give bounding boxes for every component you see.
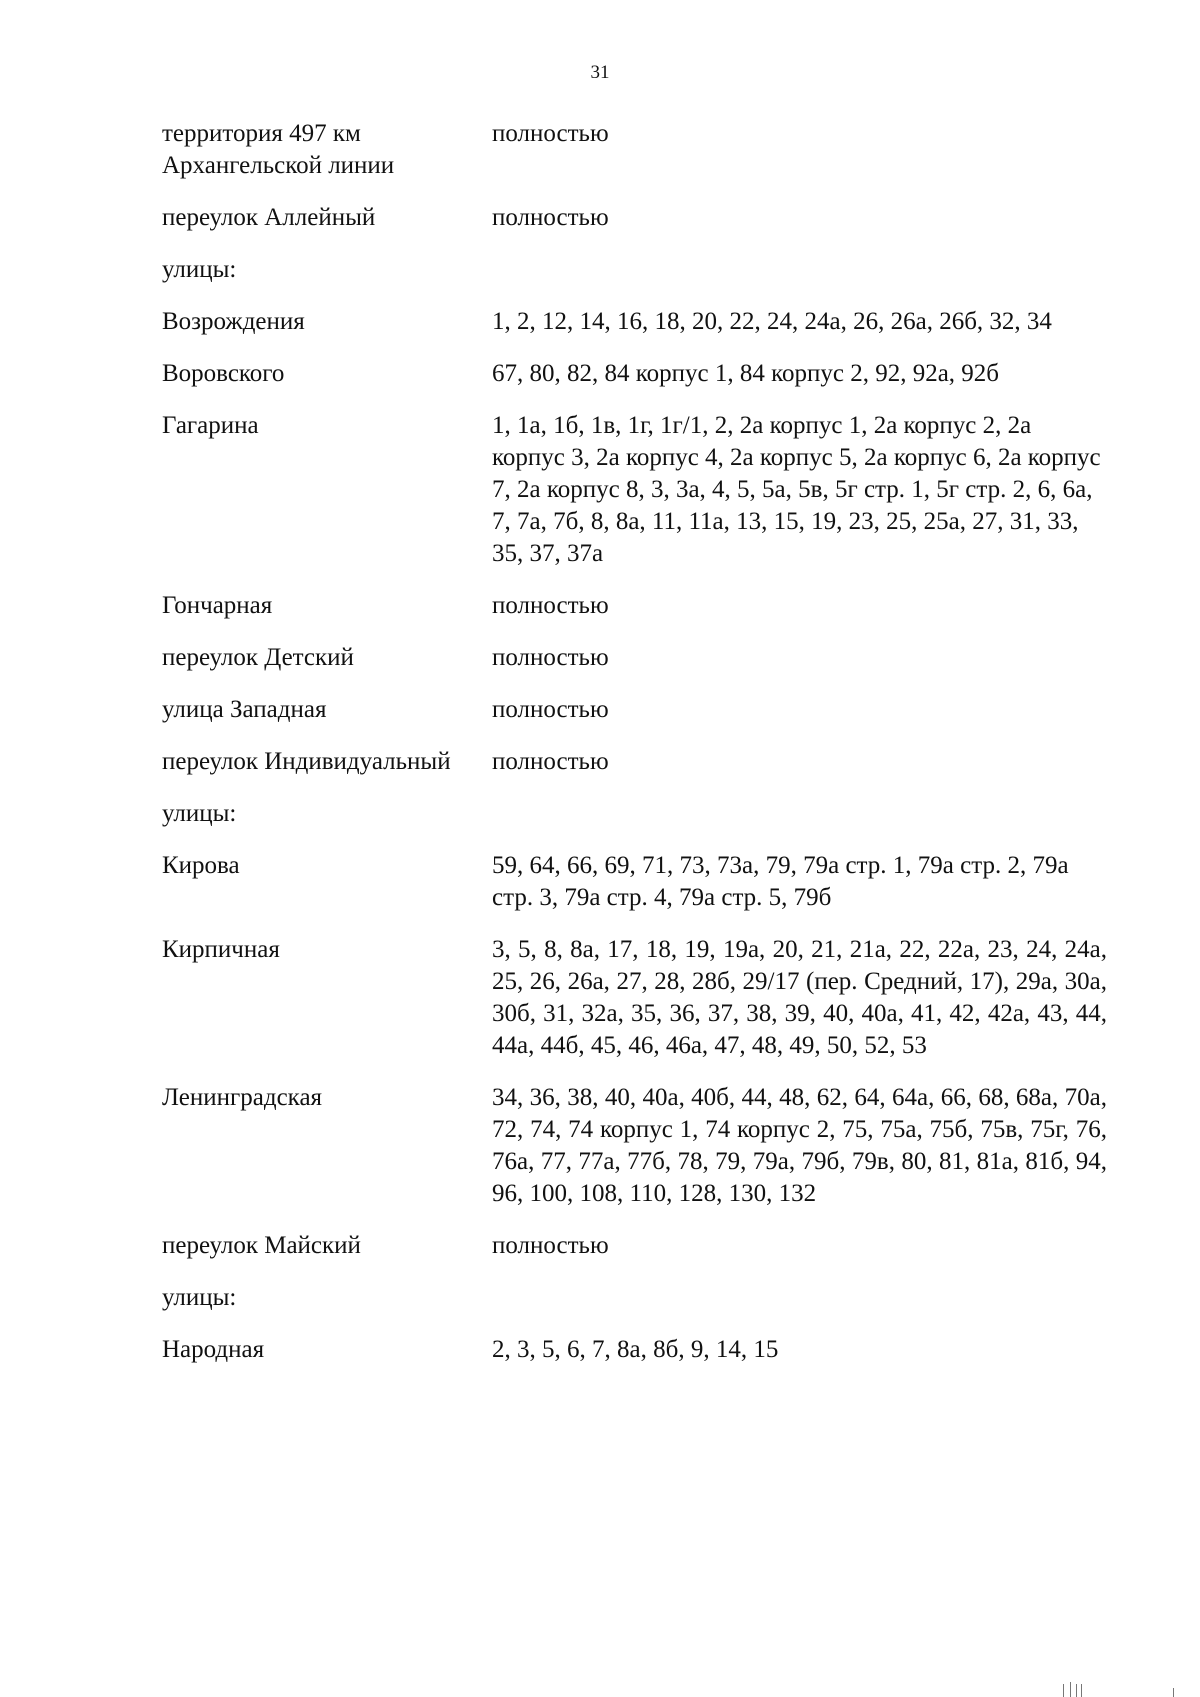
section-heading: улицы: xyxy=(162,1284,237,1311)
street-list xyxy=(162,118,1107,1386)
street-name: переулок Аллейный xyxy=(162,204,376,231)
house-numbers: полностью xyxy=(492,120,609,147)
house-numbers: 3, 5, 8, 8а, 17, 18, 19, 19а, 20, 21, 21а, 22, 22а, 23, 24, 24а, 25, 26, 26а, 27, 28, 28б, 29/17 (пер. Средний, 17), 29а, 30а, 30б, 31, 32а, 35, 36, 37, 38, 39, 40, 40а, 41, 42, 42а, 43, 44, 44а, 44б, 45, 46, 46а, 47, 48, 49, 50, 52, 53 xyxy=(492,936,1107,1059)
house-numbers xyxy=(492,798,1107,830)
house-numbers: 67, 80, 82, 84 корпус 1, 84 корпус 2, 92, 92а, 92б xyxy=(492,360,1000,387)
house-numbers: полностью xyxy=(492,644,609,671)
street-name: Кирова xyxy=(162,852,240,879)
street-entry xyxy=(162,1334,1107,1366)
street-entry xyxy=(162,118,1107,182)
street-name: улица Западная xyxy=(162,696,327,723)
street-name: территория 497 км Архангельской линии xyxy=(162,120,395,179)
house-numbers: полностью xyxy=(492,696,609,723)
page-number: 31 xyxy=(590,62,610,83)
scan-artifact xyxy=(1070,1682,1071,1697)
section-heading-row xyxy=(162,798,1107,830)
house-numbers xyxy=(492,254,1107,286)
street-entry xyxy=(162,850,1107,914)
street-entry xyxy=(162,694,1107,726)
scan-artifact xyxy=(1081,1684,1082,1697)
street-entry xyxy=(162,202,1107,234)
street-entry xyxy=(162,1230,1107,1262)
street-entry xyxy=(162,590,1107,622)
street-name: Гагарина xyxy=(162,412,259,439)
street-name: Возрождения xyxy=(162,308,305,335)
house-numbers: полностью xyxy=(492,748,609,775)
street-name: Ленинградская xyxy=(162,1084,323,1111)
street-name: переулок Индивидуальный xyxy=(162,748,451,775)
street-entry xyxy=(162,358,1107,390)
section-heading-row xyxy=(162,254,1107,286)
house-numbers: полностью xyxy=(492,1232,609,1259)
house-numbers: 1, 1а, 1б, 1в, 1г, 1г/1, 2, 2а корпус 1, 2а корпус 2, 2а корпус 3, 2а корпус 4, 2а корпус 5, 2а корпус 6, 2а корпус 7, 2а корпус 8, 3, 3а, 4, 5, 5а, 5в, 5г стр. 1, 5г стр. 2, 6, 6а, 7, 7а, 7б, 8, 8а, 11, 11а, 13, 15, 19, 23, 25, 25а, 27, 31, 33, 35, 37, 37а xyxy=(492,412,1101,567)
street-name: Гончарная xyxy=(162,592,273,619)
house-numbers: 34, 36, 38, 40, 40а, 40б, 44, 48, 62, 64, 64а, 66, 68, 68а, 70а, 72, 74, 74 корпус 1, 74 корпус 2, 75, 75а, 75б, 75в, 75г, 76, 76а, 77, 77а, 77б, 78, 79, 79а, 79б, 79в, 80, 81, 81а, 81б, 94, 96, 100, 108, 110, 128, 130, 132 xyxy=(492,1084,1107,1207)
house-numbers: 2, 3, 5, 6, 7, 8а, 8б, 9, 14, 15 xyxy=(492,1336,779,1363)
section-heading: улицы: xyxy=(162,800,237,827)
street-name: Народная xyxy=(162,1336,265,1363)
street-entry xyxy=(162,410,1107,570)
house-numbers: полностью xyxy=(492,204,609,231)
street-name: переулок Детский xyxy=(162,644,354,671)
house-numbers: 1, 2, 12, 14, 16, 18, 20, 22, 24, 24а, 26, 26а, 26б, 32, 34 xyxy=(492,308,1052,335)
street-entry xyxy=(162,934,1107,1062)
scan-artifact xyxy=(1063,1684,1064,1697)
scan-artifact xyxy=(1173,1688,1174,1697)
street-name: Воровского xyxy=(162,360,285,387)
house-numbers: полностью xyxy=(492,592,609,619)
street-entry xyxy=(162,642,1107,674)
section-heading: улицы: xyxy=(162,256,237,283)
house-numbers xyxy=(492,1282,1107,1314)
scan-artifact xyxy=(1076,1684,1077,1697)
section-heading-row xyxy=(162,1282,1107,1314)
street-entry xyxy=(162,1082,1107,1210)
street-entry xyxy=(162,306,1107,338)
street-entry xyxy=(162,746,1107,778)
street-name: переулок Майский xyxy=(162,1232,361,1259)
house-numbers: 59, 64, 66, 69, 71, 73, 73а, 79, 79а стр. 1, 79а стр. 2, 79а стр. 3, 79а стр. 4, 79а стр. 5, 79б xyxy=(492,852,1069,911)
street-name: Кирпичная xyxy=(162,936,280,963)
